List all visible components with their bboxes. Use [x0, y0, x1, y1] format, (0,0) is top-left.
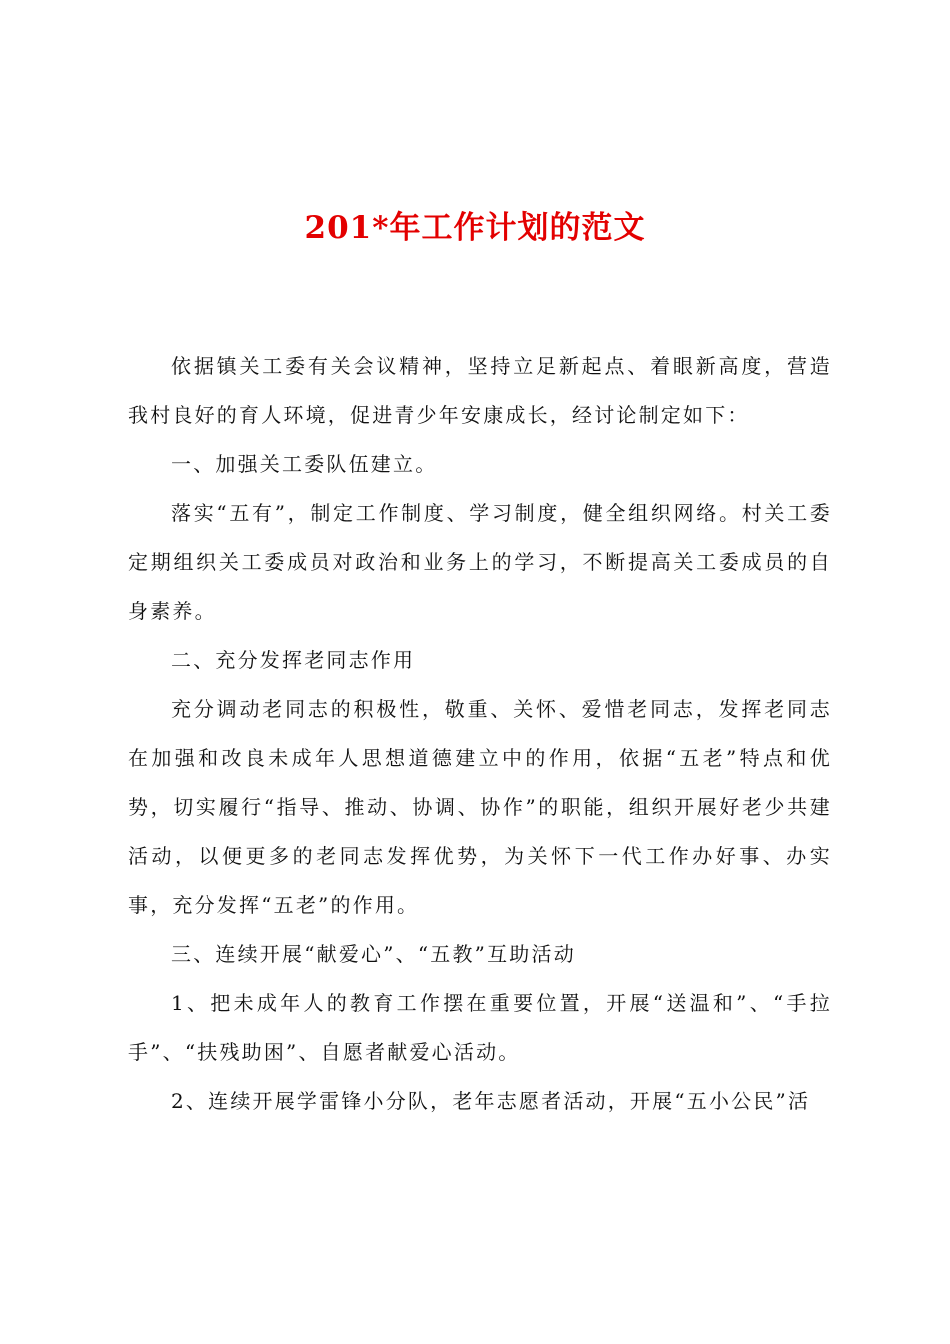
section-heading-3: 三、连续开展“献爱心”、“五教”互助活动: [171, 942, 576, 966]
list-item-1: 1、把未成年人的教育工作摆在重要位置，开展“送温和”、“手拉手”、“扶残助困”、自愿者献爱心活动。: [128, 991, 832, 1064]
section-heading-2: 二、充分发挥老同志作用: [171, 648, 416, 672]
paragraph-intro: 依据镇关工委有关会议精神，坚持立足新起点、着眼新高度，营造我村良好的育人环境，促进青少年安康成长，经讨论制定如下：: [128, 354, 832, 427]
paragraph-section-1: 落实“五有”，制定工作制度、学习制度，健全组织网络。村关工委定期组织关工委成员对政治和业务上的学习，不断提高关工委成员的自身素养。: [128, 501, 832, 623]
section-heading-1: 一、加强关工委队伍建立。: [171, 452, 438, 476]
document-title: 201*年工作计划的范文: [304, 210, 646, 246]
list-item-2: 2、连续开展学雷锋小分队，老年志愿者活动，开展“五小公民”活: [171, 1089, 811, 1113]
paragraph-section-2: 充分调动老同志的积极性，敬重、关怀、爱惜老同志，发挥老同志在加强和改良未成年人思想道德建立中的作用，依据“五老”特点和优势，切实履行“指导、推动、协调、协作”的职能，组织开展好老少共建活动，以便更多的老同志发挥优势，为关怀下一代工作办好事、办实事，充分发挥“五老”的作用。: [128, 697, 832, 917]
document-body: [128, 342, 832, 1126]
